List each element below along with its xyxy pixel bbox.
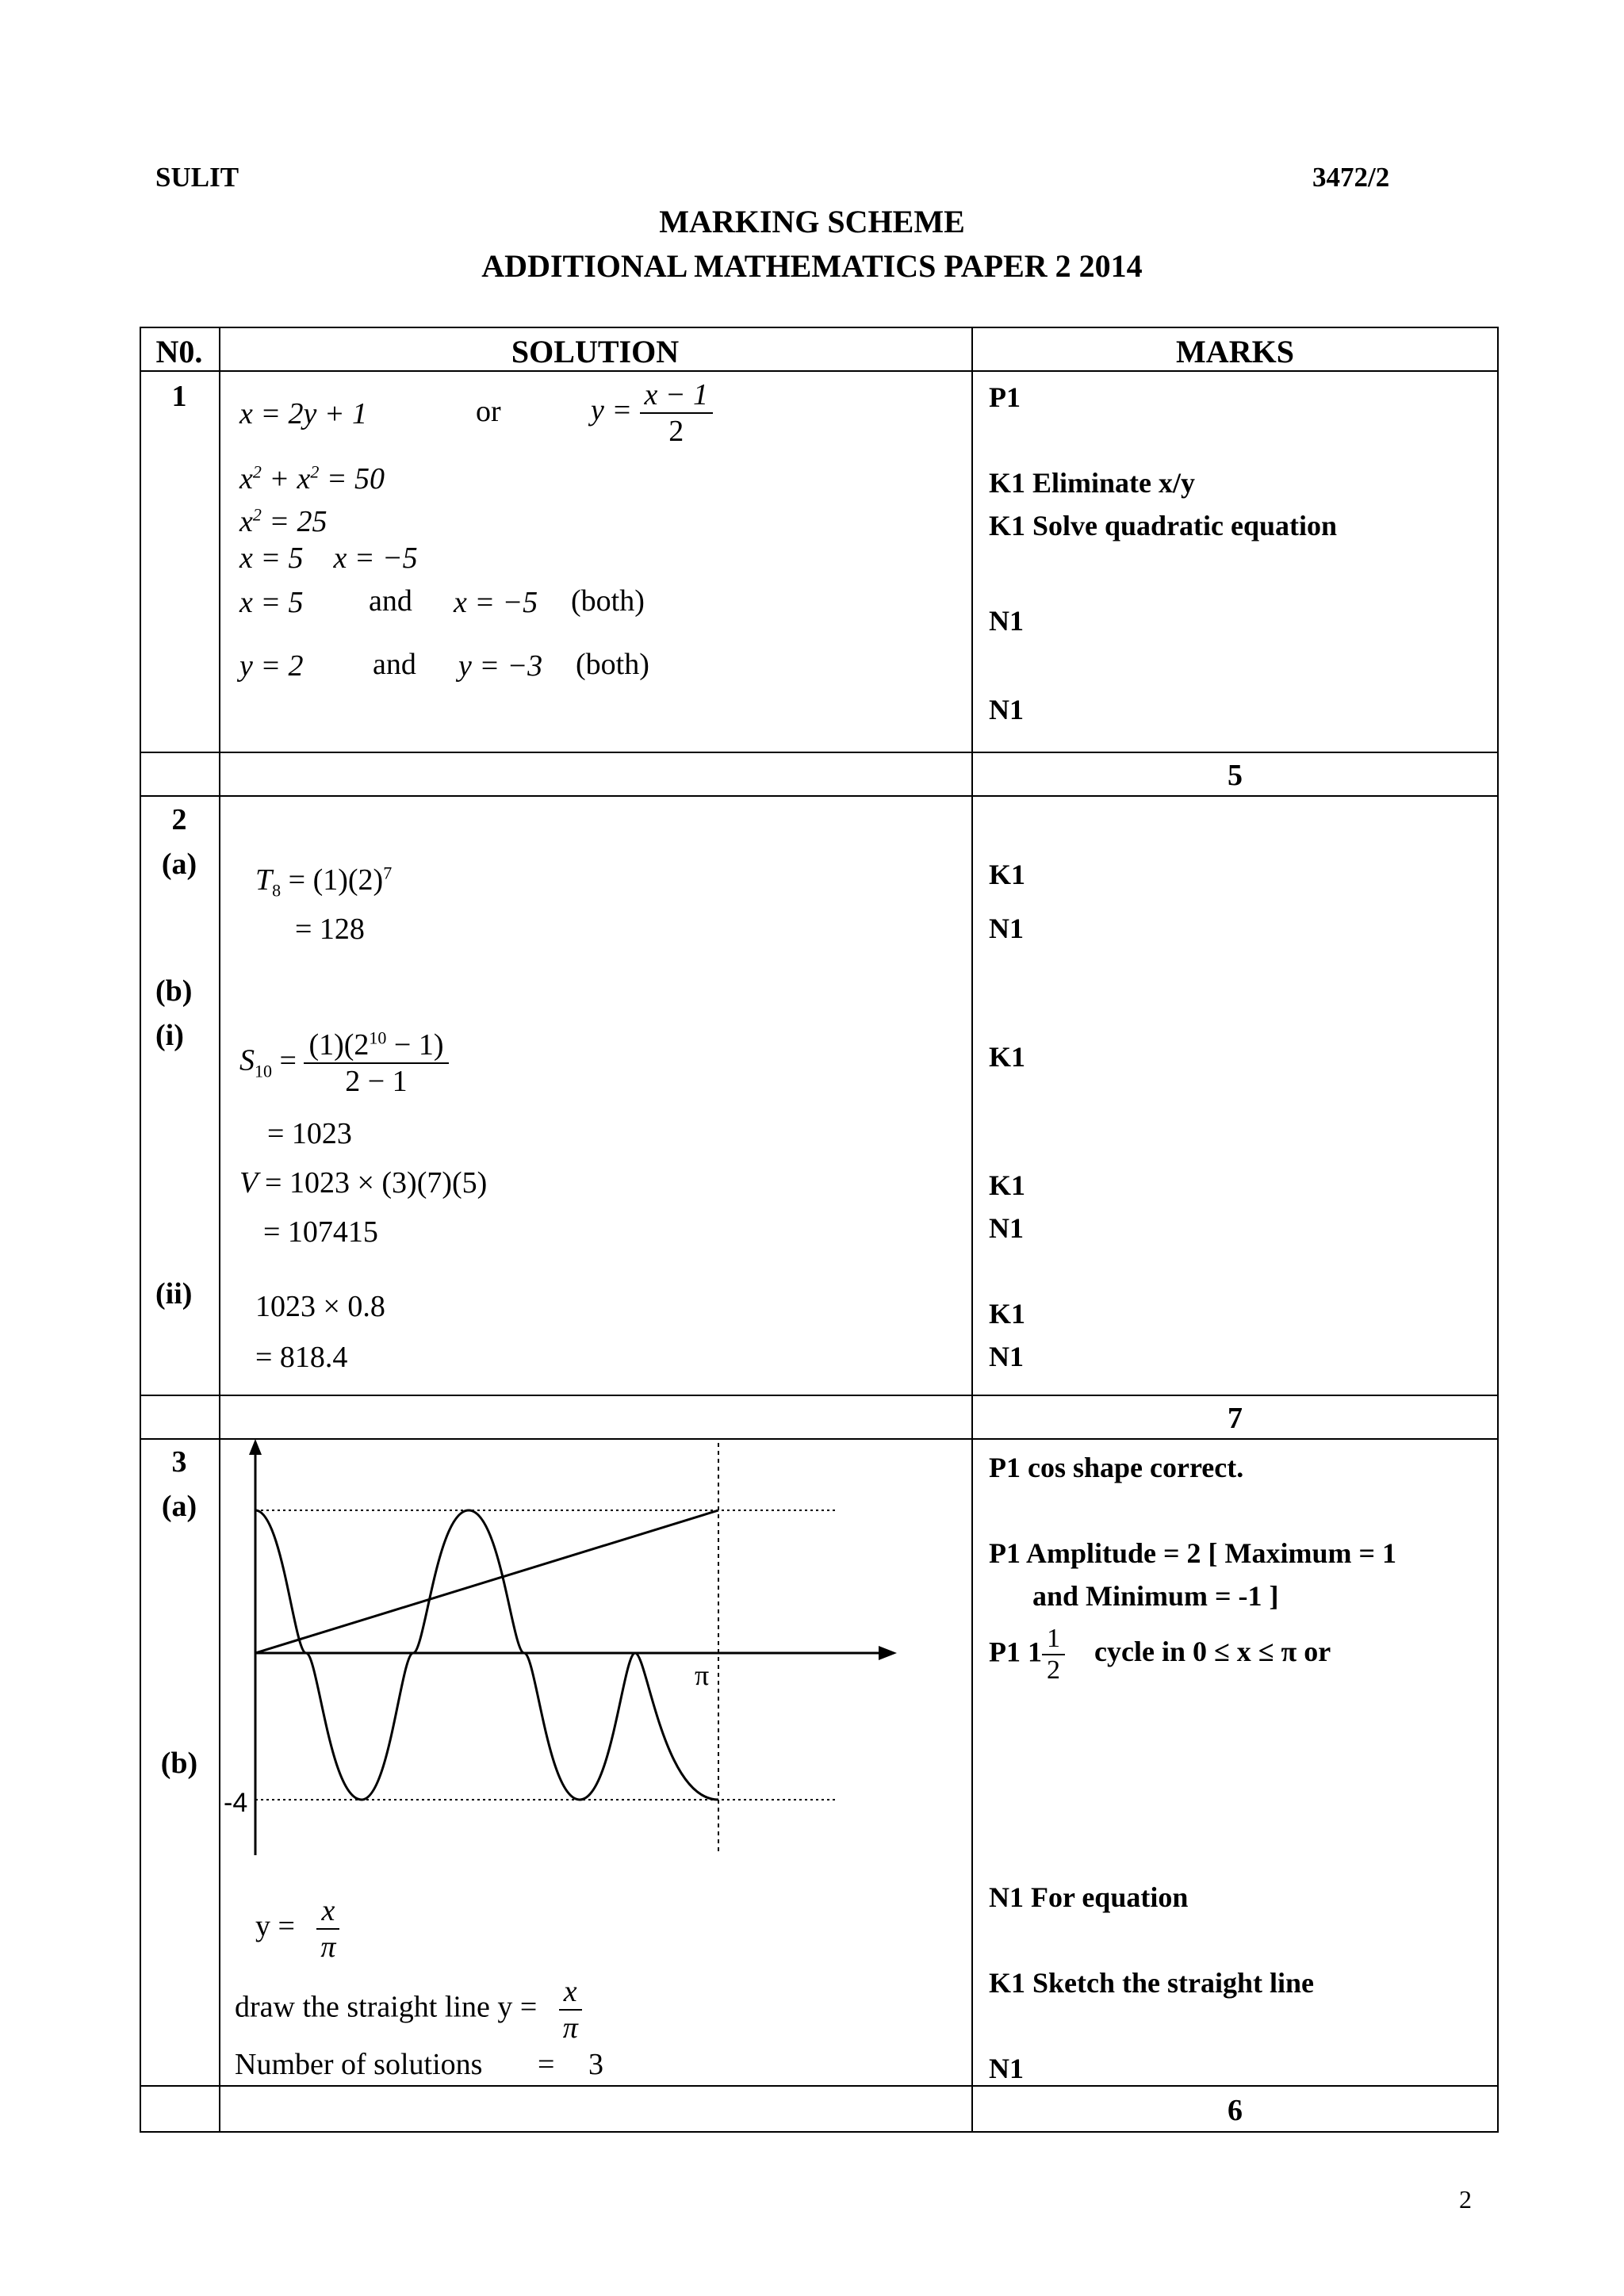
q3-frac-den: π — [320, 1931, 336, 1964]
q3-mark-cycle-suffix: cycle in 0 ≤ x ≤ π or — [1094, 1636, 1331, 1668]
q1-mark-n1-2: N1 — [989, 694, 1024, 725]
q1-mark-p1: P1 — [989, 381, 1021, 413]
q3-y-eq — [255, 1893, 339, 1965]
q3-draw-line-label: draw the straight line y = — [235, 1990, 538, 2024]
q3-mark-cycle-prefix: P1 1 — [989, 1636, 1042, 1668]
q2-mark: K1 — [989, 1169, 1026, 1201]
q3-solutions-value: 3 — [588, 2048, 603, 2081]
q3-mark-amplitude: P1 Amplitude = 2 [ Maximum = 1 — [989, 1537, 1397, 1569]
q1-mark-k1-eliminate: K1 Eliminate x/y — [989, 467, 1195, 499]
q1-line4: x = 5 x = −5 — [239, 541, 418, 575]
min-label: -4 — [224, 1788, 248, 1818]
q2-t8-result: = 128 — [295, 913, 365, 946]
q2-volume-result: = 107415 — [263, 1215, 378, 1249]
q2-mark: N1 — [989, 1341, 1024, 1372]
q2-part-b: (b) — [155, 974, 193, 1008]
q3-mark-n1: N1 — [989, 2053, 1024, 2084]
q1-line3: $x^2 = 25$ — [239, 504, 327, 538]
q2-s10: $S_{10}$ = $\frac{(1)(2^{10} - 1)}{2 - 1}$ — [239, 1027, 449, 1099]
question-number: 1 — [171, 380, 187, 413]
table-rule — [140, 327, 1499, 328]
q1-x-neg: x = −5 — [454, 586, 538, 619]
q1-eq-x: x = 2y + 1 — [239, 397, 368, 430]
q3-fraction — [316, 1893, 339, 1965]
page-subtitle: ADDITIONAL MATHEMATICS PAPER 2 2014 — [481, 248, 1143, 284]
q2-ii-calc: 1023 × 0.8 — [255, 1290, 385, 1323]
column-header-marks: MARKS — [1176, 334, 1294, 369]
q2-t8: $T_8 = (1)(2)^7$ — [255, 863, 393, 901]
q2-s10-result: = 1023 — [267, 1117, 352, 1150]
q1-line2: $x^2 + x^2 = 50$ — [239, 461, 385, 496]
q3-mark-equation: N1 For equation — [989, 1881, 1189, 1913]
straight-line — [255, 1510, 718, 1653]
column-header-solution: SOLUTION — [511, 334, 680, 369]
header-right: 3472/2 — [1312, 162, 1390, 193]
q2-total: 7 — [1228, 1402, 1243, 1435]
q2-mark: K1 — [989, 1041, 1026, 1073]
q2-part-ii: (ii) — [155, 1277, 193, 1311]
q3-mark-cycle-den: 2 — [1047, 1655, 1060, 1685]
column-header-no: N0. — [155, 334, 203, 369]
q3-y-eq-label: y = — [255, 1909, 295, 1943]
q1-and-2: and — [373, 648, 416, 681]
table-rule — [140, 795, 1499, 797]
q3-part-a: (a) — [161, 1490, 197, 1523]
q1-mark-k1-solve: K1 Solve quadratic equation — [989, 510, 1338, 541]
table-rule — [140, 1395, 1499, 1396]
q3-frac-num: x — [316, 1893, 339, 1930]
q2-mark: N1 — [989, 913, 1024, 944]
cos-curve — [255, 1510, 718, 1800]
q1-y-values: y = 2 — [239, 649, 304, 683]
table-divider-marks — [971, 327, 973, 2133]
q3-graph — [219, 1439, 971, 1867]
page-number: 2 — [1459, 2185, 1472, 2214]
q1-and: and — [369, 584, 412, 618]
table-rule — [140, 370, 1499, 372]
x-axis-arrow — [879, 1646, 897, 1660]
q3-frac-den: π — [562, 2011, 578, 2045]
pi-label: π — [695, 1659, 710, 1691]
question-number: 2 — [171, 803, 187, 836]
page-title: MARKING SCHEME — [659, 204, 965, 239]
q1-total: 5 — [1228, 759, 1243, 792]
q2-volume: V = 1023 × (3)(7)(5) — [239, 1166, 488, 1200]
table-border-left — [140, 327, 141, 2133]
q1-both: (both) — [571, 584, 645, 618]
q3-mark-sketch: K1 Sketch the straight line — [989, 1967, 1314, 1999]
q3-solutions-label: Number of solutions — [235, 2048, 483, 2081]
q3-fraction-2 — [559, 1974, 582, 2045]
q3-mark-cycle-num: 1 — [1042, 1624, 1065, 1655]
q2-mark: K1 — [989, 1298, 1026, 1330]
q3-draw-line — [235, 1974, 582, 2045]
q3-solutions-eq: = — [538, 2048, 555, 2081]
q1-x-values: x = 5 — [239, 586, 304, 619]
q3-frac-num: x — [559, 1974, 582, 2011]
y-axis-arrow — [249, 1439, 262, 1455]
table-border-right — [1497, 327, 1499, 2133]
q3-total: 6 — [1228, 2094, 1243, 2127]
q3-mark-amplitude-2: and Minimum = -1 ] — [1032, 1580, 1279, 1612]
q1-eq-y: y = $\frac{x - 1}{2}$ — [591, 377, 713, 449]
q2-mark: N1 — [989, 1212, 1024, 1244]
table-rule — [140, 2085, 1499, 2087]
q3-mark-cycle-fraction — [1042, 1624, 1065, 1686]
q2-mark: K1 — [989, 859, 1026, 890]
q2-ii-result: = 818.4 — [255, 1341, 348, 1374]
header-left: SULIT — [155, 162, 239, 193]
q1-y-neg: y = −3 — [458, 649, 543, 683]
table-rule — [140, 2131, 1499, 2133]
q2-part-i: (i) — [155, 1019, 184, 1052]
q3-mark-cycle — [989, 1624, 1331, 1686]
q3-mark-shape: P1 cos shape correct. — [989, 1452, 1244, 1483]
q1-both-2: (both) — [576, 648, 649, 681]
q3-part-b: (b) — [160, 1747, 198, 1780]
q2-part-a: (a) — [161, 848, 197, 881]
q1-or: or — [476, 395, 501, 428]
question-number: 3 — [171, 1445, 187, 1479]
table-rule — [140, 752, 1499, 753]
q1-mark-n1: N1 — [989, 605, 1024, 637]
